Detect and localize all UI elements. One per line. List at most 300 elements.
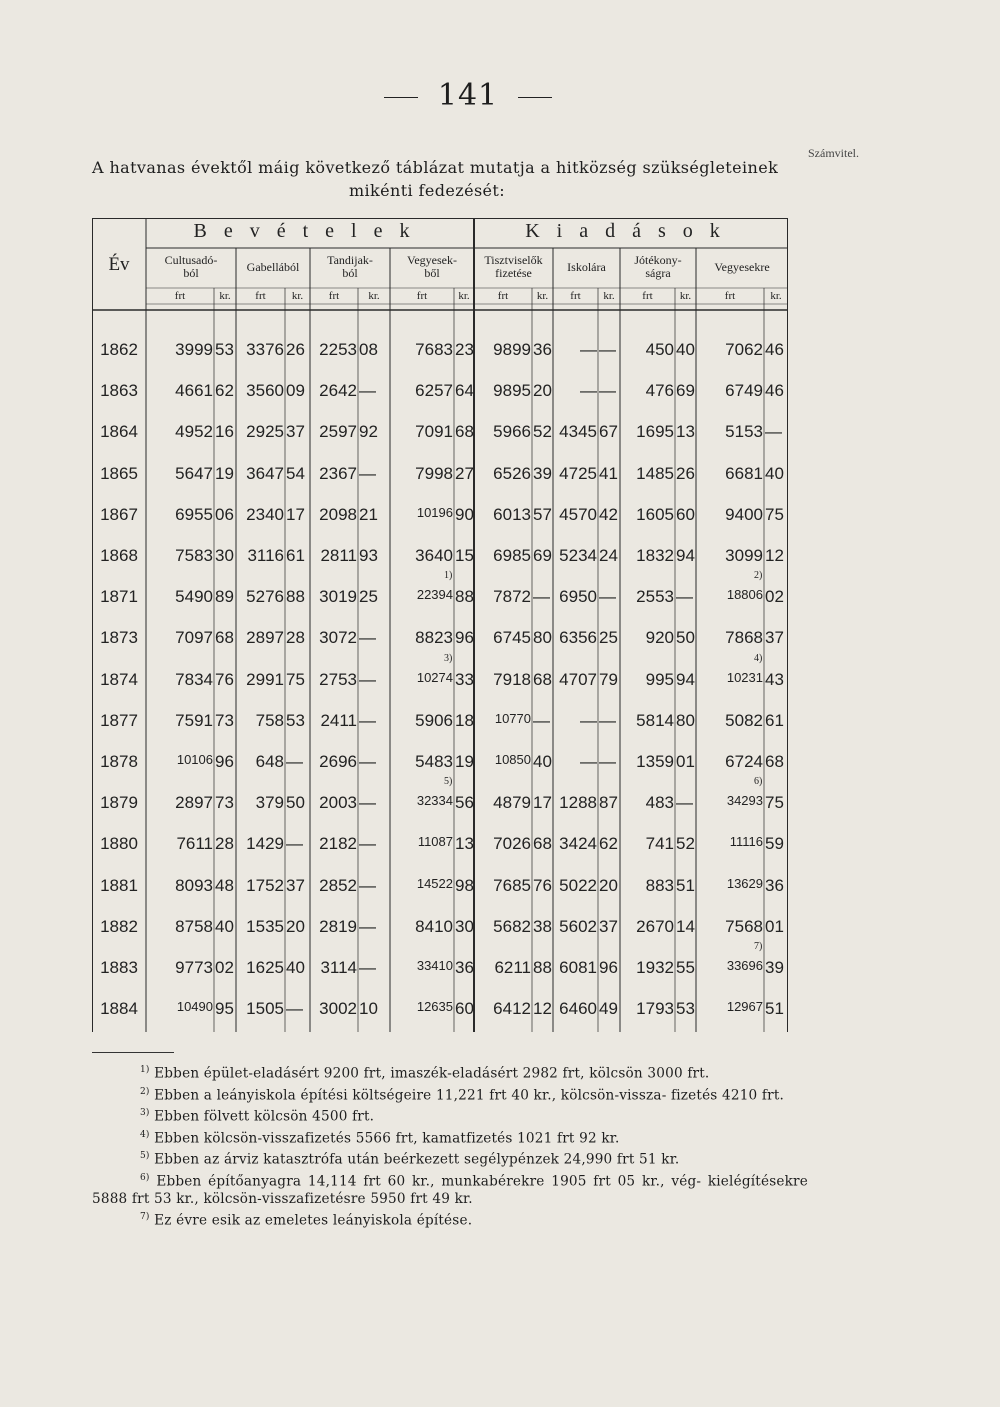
margin-note: Számvitel. bbox=[808, 146, 859, 160]
footnote bbox=[92, 1208, 808, 1230]
unit-kr-tisztv: kr. bbox=[536, 290, 549, 302]
cell-frt: 33696 bbox=[726, 958, 763, 973]
cell-kr: 25 bbox=[359, 587, 378, 607]
cell-frt: 6356 bbox=[559, 628, 597, 648]
cell-kr: 24 bbox=[599, 546, 618, 565]
footnote bbox=[92, 1169, 808, 1209]
cell-kr: 61 bbox=[286, 546, 305, 565]
cell-kr: 36 bbox=[533, 340, 552, 359]
cell-frt: 2642 bbox=[319, 381, 357, 401]
cell-kr: 88 bbox=[286, 587, 305, 607]
footnote-mark: 7) bbox=[140, 1212, 150, 1223]
cell-kr: 39 bbox=[533, 463, 552, 483]
row-year: 1873 bbox=[100, 628, 138, 648]
unit-frt-vegy_ki: frt bbox=[724, 290, 736, 302]
cell-frt: 8758 bbox=[175, 916, 213, 936]
cell-frt: 6681 bbox=[725, 463, 763, 483]
cell-frt: 10231 bbox=[726, 669, 763, 685]
cell-kr: 23 bbox=[455, 340, 474, 359]
cell-kr: 67 bbox=[599, 422, 618, 442]
footnote-text: Ebben az árviz katasztrófa után beérkezett segélypénzek 24,990 frt 51 kr. bbox=[149, 1151, 680, 1168]
cell-kr: — bbox=[599, 340, 616, 359]
cell-kr: 19 bbox=[455, 752, 474, 771]
cell-frt: 2696 bbox=[319, 752, 357, 771]
cell-frt: 7868 bbox=[725, 628, 763, 648]
cell-kr: 53 bbox=[676, 999, 695, 1019]
cell-frt: 9895 bbox=[493, 381, 531, 401]
cell-frt: 6724 bbox=[725, 752, 763, 771]
footnote-mark: 2) bbox=[140, 1086, 150, 1097]
row-year: 1867 bbox=[100, 504, 138, 524]
cell-frt: 6526 bbox=[493, 463, 531, 483]
cell-kr: 43 bbox=[765, 669, 784, 689]
cell-frt: 8093 bbox=[175, 875, 213, 895]
cell-kr: 68 bbox=[765, 752, 784, 771]
cell-kr: 08 bbox=[359, 340, 378, 359]
cell-frt: 3640 bbox=[415, 546, 453, 565]
table-footnote-mark: 4) bbox=[754, 652, 763, 664]
cell-frt: 18806 bbox=[726, 587, 763, 603]
footnote-text: Ebben épület-eladásért 9200 frt, imaszék-eladásért 2982 frt, kölcsön 3000 frt. bbox=[149, 1065, 710, 1082]
cell-frt: 1505 bbox=[246, 999, 284, 1019]
cell-frt: 8410 bbox=[415, 916, 453, 936]
cell-frt: 5082 bbox=[725, 710, 763, 730]
cell-kr: 46 bbox=[765, 340, 784, 359]
intro-line-2: mikénti fedezését: bbox=[348, 181, 506, 200]
unit-frt-gabella: frt bbox=[255, 290, 266, 302]
cell-frt: 6211 bbox=[494, 958, 531, 977]
column-header-tandij: Tandijak- ból bbox=[327, 253, 373, 280]
unit-kr-gabella: kr. bbox=[291, 290, 304, 302]
cell-kr: 95 bbox=[215, 999, 234, 1019]
cell-kr: 52 bbox=[533, 422, 552, 442]
table-footnote-mark: 2) bbox=[754, 570, 763, 582]
cell-kr: 01 bbox=[765, 916, 784, 936]
cell-frt: 2253 bbox=[319, 340, 357, 359]
cell-kr: — bbox=[599, 752, 616, 771]
unit-frt-tandij: frt bbox=[328, 290, 340, 302]
cell-frt: 5682 bbox=[493, 916, 531, 936]
cell-frt: 4952 bbox=[175, 422, 213, 442]
cell-frt: 7091 bbox=[415, 422, 453, 442]
cell-frt: 2182 bbox=[319, 834, 357, 854]
cell-kr: — bbox=[359, 463, 376, 483]
cell-frt: 32334 bbox=[416, 793, 453, 809]
cell-frt: 1625 bbox=[246, 958, 284, 977]
cell-kr: 36 bbox=[765, 875, 784, 895]
cell-kr: 33 bbox=[455, 669, 474, 689]
cell-frt: 2897 bbox=[246, 628, 284, 648]
cell-kr: 69 bbox=[676, 381, 695, 401]
cell-kr: — bbox=[533, 710, 550, 730]
cell-kr: 41 bbox=[599, 463, 618, 483]
finance-table bbox=[92, 218, 788, 1032]
cell-kr: 90 bbox=[455, 504, 474, 524]
cell-kr: 25 bbox=[599, 628, 618, 648]
row-year: 1868 bbox=[100, 546, 138, 565]
cell-frt: 12967 bbox=[726, 999, 763, 1015]
cell-kr: 54 bbox=[286, 463, 305, 483]
cell-kr: 02 bbox=[215, 958, 234, 977]
cell-kr: 89 bbox=[215, 587, 234, 607]
cell-kr: — bbox=[599, 710, 616, 730]
cell-kr: 96 bbox=[455, 628, 474, 648]
cell-kr: 76 bbox=[533, 875, 552, 895]
footnote bbox=[92, 1083, 808, 1105]
cell-kr: — bbox=[359, 834, 376, 854]
cell-frt: 5276 bbox=[246, 587, 284, 607]
cell-kr: — bbox=[359, 710, 376, 730]
cell-frt: — bbox=[580, 381, 597, 401]
cell-kr: 13 bbox=[455, 834, 474, 854]
row-year: 1865 bbox=[100, 463, 138, 483]
unit-frt-kultusz: frt bbox=[174, 290, 186, 302]
cell-frt: 920 bbox=[645, 628, 674, 648]
cell-frt: 2852 bbox=[319, 875, 357, 895]
cell-kr: — bbox=[359, 958, 376, 977]
cell-frt: 5602 bbox=[559, 916, 597, 936]
footnote-text: Ebben fölvett kölcsön 4500 frt. bbox=[149, 1108, 375, 1125]
cell-frt: 1288 bbox=[559, 793, 597, 813]
cell-kr: 36 bbox=[455, 958, 474, 977]
column-header-vegy_ki: Vegyesekre bbox=[714, 260, 770, 274]
unit-kr-iskola: kr. bbox=[603, 290, 615, 302]
cell-kr: 61 bbox=[765, 710, 784, 730]
cell-kr: 21 bbox=[359, 504, 378, 524]
cell-frt: 3072 bbox=[319, 628, 357, 648]
cell-frt: 741 bbox=[645, 834, 674, 854]
cell-kr: 12 bbox=[765, 546, 784, 565]
cell-kr: — bbox=[286, 752, 303, 771]
page-number-text: 141 bbox=[437, 78, 499, 113]
cell-frt: 3019 bbox=[319, 587, 357, 607]
cell-kr: 76 bbox=[215, 669, 234, 689]
column-header-tisztv: Tisztviselők fizetése bbox=[484, 253, 543, 280]
footnote-list bbox=[92, 1061, 808, 1230]
cell-kr: 30 bbox=[215, 546, 234, 565]
cell-frt: 3424 bbox=[559, 834, 597, 854]
cell-frt: 4879 bbox=[493, 793, 531, 813]
cell-frt: 5966 bbox=[493, 422, 531, 442]
cell-frt: 10106 bbox=[176, 752, 213, 767]
cell-frt: 476 bbox=[645, 381, 674, 401]
cell-kr: 93 bbox=[359, 546, 378, 565]
cell-frt: 7591 bbox=[175, 710, 213, 730]
footnote-text: Ebben kölcsön-visszafizetés 5566 frt, kamatfizetés 1021 frt 92 kr. bbox=[149, 1130, 620, 1147]
cell-frt: 3999 bbox=[175, 340, 213, 359]
intro-paragraph bbox=[92, 156, 792, 202]
cell-kr: 50 bbox=[676, 628, 695, 648]
page-number bbox=[0, 78, 936, 113]
cell-frt: 7683 bbox=[415, 340, 453, 359]
cell-frt: 1832 bbox=[636, 546, 674, 565]
cell-frt: 4725 bbox=[559, 463, 597, 483]
footnote-mark: 5) bbox=[140, 1151, 150, 1162]
unit-frt-iskola: frt bbox=[570, 290, 581, 302]
cell-frt: 379 bbox=[255, 793, 284, 813]
cell-kr: 37 bbox=[286, 422, 305, 442]
cell-frt: — bbox=[580, 340, 597, 359]
cell-kr: — bbox=[359, 875, 376, 895]
cell-kr: 75 bbox=[765, 793, 784, 813]
column-header-jotek: Jótékony- ságra bbox=[634, 253, 682, 280]
cell-frt: 1695 bbox=[636, 422, 674, 442]
cell-frt: 6950 bbox=[559, 587, 597, 607]
cell-kr: 98 bbox=[455, 875, 474, 895]
cell-kr: 48 bbox=[215, 875, 234, 895]
footnote-text: Ebben építőanyagra 14,114 frt 60 kr., munkabérekre 1905 frt 05 kr., vég- kielégítésekre 5888 frt 53 kr., kölcsön-visszafizetésre 5950 frt 49 kr. bbox=[92, 1173, 808, 1208]
cell-frt: 1359 bbox=[636, 752, 674, 771]
row-year: 1882 bbox=[100, 916, 138, 936]
cell-frt: 11116 bbox=[729, 834, 763, 850]
cell-kr: 26 bbox=[286, 340, 305, 359]
cell-kr: 75 bbox=[286, 669, 305, 689]
cell-frt: 450 bbox=[645, 340, 674, 359]
column-header-kultusz: Cultusadó- ból bbox=[164, 253, 218, 280]
cell-frt: 13629 bbox=[726, 875, 763, 891]
cell-kr: 40 bbox=[676, 340, 695, 359]
cell-frt: 5490 bbox=[175, 587, 213, 607]
cell-kr: 26 bbox=[676, 463, 695, 483]
cell-frt: 6013 bbox=[493, 504, 531, 524]
cell-frt: 3647 bbox=[246, 463, 284, 483]
cell-frt: 9899 bbox=[493, 340, 531, 359]
cell-frt: 12635 bbox=[416, 999, 453, 1015]
cell-frt: 3116 bbox=[247, 546, 284, 565]
cell-frt: 5483 bbox=[415, 752, 453, 771]
cell-kr: 68 bbox=[533, 669, 552, 689]
cell-kr: 68 bbox=[215, 628, 234, 648]
cell-frt: 34293 bbox=[726, 793, 763, 809]
cell-frt: 6412 bbox=[493, 999, 531, 1019]
cell-kr: 60 bbox=[676, 504, 695, 524]
cell-frt: 7583 bbox=[175, 546, 213, 565]
cell-kr: — bbox=[286, 999, 303, 1019]
cell-kr: — bbox=[359, 381, 376, 401]
column-header-gabella: Gabellából bbox=[246, 260, 300, 274]
cell-kr: 40 bbox=[533, 752, 552, 771]
cell-frt: 483 bbox=[645, 793, 674, 813]
cell-frt: 7062 bbox=[725, 340, 763, 359]
cell-kr: 75 bbox=[765, 504, 784, 524]
cell-frt: 2597 bbox=[319, 422, 357, 442]
cell-kr: 12 bbox=[533, 999, 552, 1019]
table-footnote-mark: 6) bbox=[754, 776, 763, 788]
cell-frt: 11087 bbox=[417, 834, 453, 850]
cell-frt: 7097 bbox=[175, 628, 213, 648]
cell-frt: 2819 bbox=[319, 916, 357, 936]
footnote bbox=[92, 1126, 808, 1148]
unit-frt-jotek: frt bbox=[642, 290, 653, 302]
footnote bbox=[92, 1147, 808, 1169]
cell-frt: 5814 bbox=[636, 710, 674, 730]
cell-kr: 60 bbox=[455, 999, 474, 1019]
cell-kr: 18 bbox=[455, 710, 474, 730]
cell-kr: 94 bbox=[676, 546, 695, 565]
cell-kr: 64 bbox=[455, 381, 474, 401]
intro-line-1: A hatvanas évektől máig következő táblázat mutatja a hitközség szükségleteinek bbox=[92, 158, 779, 177]
cell-kr: 19 bbox=[215, 463, 234, 483]
cell-frt: 2553 bbox=[636, 587, 674, 607]
footnote-mark: 4) bbox=[140, 1129, 150, 1140]
cell-frt: 6955 bbox=[175, 504, 213, 524]
row-year: 1883 bbox=[100, 958, 138, 977]
unit-kr-vegy_be: kr. bbox=[458, 290, 470, 302]
cell-frt: 6985 bbox=[493, 546, 531, 565]
cell-frt: 995 bbox=[645, 669, 674, 689]
cell-frt: 1793 bbox=[636, 999, 674, 1019]
unit-frt-tisztv: frt bbox=[497, 290, 509, 302]
table-footnote-mark: 7) bbox=[754, 941, 763, 952]
cell-frt: 3376 bbox=[246, 340, 284, 359]
cell-kr: 56 bbox=[455, 793, 474, 813]
cell-kr: 46 bbox=[765, 381, 784, 401]
cell-kr: 69 bbox=[533, 546, 552, 565]
footnote-rule bbox=[92, 1052, 174, 1053]
cell-frt: 7026 bbox=[493, 834, 531, 854]
cell-frt: 7998 bbox=[415, 463, 453, 483]
cell-kr: 62 bbox=[215, 381, 234, 401]
cell-frt: 5022 bbox=[559, 875, 597, 895]
cell-frt: 4661 bbox=[175, 381, 213, 401]
footnotes bbox=[92, 1052, 808, 1230]
footnote bbox=[92, 1061, 808, 1083]
cell-frt: 2367 bbox=[319, 463, 357, 483]
cell-frt: 10196 bbox=[416, 504, 453, 520]
cell-kr: 96 bbox=[215, 752, 234, 771]
cell-kr: 79 bbox=[599, 669, 618, 689]
cell-frt: 6749 bbox=[725, 381, 763, 401]
cell-frt: 10274 bbox=[416, 669, 453, 685]
cell-kr: 92 bbox=[359, 422, 378, 442]
footnote-mark: 3) bbox=[140, 1108, 150, 1119]
unit-kr-tandij: kr. bbox=[368, 290, 380, 302]
row-year: 1879 bbox=[100, 793, 138, 813]
cell-frt: 1932 bbox=[636, 958, 674, 977]
cell-kr: 40 bbox=[765, 463, 784, 483]
cell-frt: 2897 bbox=[175, 793, 213, 813]
cell-frt: 2411 bbox=[320, 710, 357, 730]
row-year: 1871 bbox=[100, 587, 138, 607]
cell-frt: 22394 bbox=[416, 587, 453, 603]
cell-frt: 7834 bbox=[175, 669, 213, 689]
cell-kr: 68 bbox=[533, 834, 552, 854]
cell-kr: 80 bbox=[676, 710, 695, 730]
cell-frt: 3002 bbox=[319, 999, 357, 1019]
cell-frt: 1485 bbox=[636, 463, 674, 483]
cell-frt: — bbox=[580, 710, 597, 730]
column-header-vegy_be: Vegyesek- ből bbox=[407, 253, 457, 280]
cell-frt: 2670 bbox=[636, 916, 674, 936]
cell-kr: — bbox=[676, 587, 693, 607]
cell-kr: 88 bbox=[533, 958, 552, 977]
cell-kr: 51 bbox=[676, 875, 695, 895]
group-title-income: Bevételek bbox=[193, 220, 427, 242]
cell-kr: 09 bbox=[286, 381, 305, 401]
cell-frt: 33410 bbox=[416, 958, 453, 973]
cell-frt: 3099 bbox=[725, 546, 763, 565]
cell-frt: 1752 bbox=[246, 875, 284, 895]
cell-kr: 87 bbox=[599, 793, 618, 813]
dash-left bbox=[384, 97, 418, 98]
cell-kr: 52 bbox=[676, 834, 695, 854]
cell-kr: 37 bbox=[765, 628, 784, 648]
row-year: 1862 bbox=[100, 340, 138, 359]
cell-frt: 6460 bbox=[559, 999, 597, 1019]
row-year: 1880 bbox=[100, 834, 138, 854]
cell-kr: 14 bbox=[676, 916, 695, 936]
cell-kr: 01 bbox=[676, 752, 695, 771]
cell-frt: 2753 bbox=[319, 669, 357, 689]
cell-kr: 59 bbox=[765, 834, 784, 854]
cell-kr: 17 bbox=[533, 793, 552, 813]
cell-frt: 758 bbox=[255, 710, 284, 730]
cell-frt: 2098 bbox=[319, 504, 357, 524]
cell-kr: 49 bbox=[599, 999, 618, 1019]
cell-kr: 57 bbox=[533, 504, 552, 524]
cell-kr: 39 bbox=[765, 958, 784, 977]
cell-kr: 37 bbox=[599, 916, 618, 936]
cell-frt: 2991 bbox=[246, 669, 284, 689]
footnote-mark: 1) bbox=[140, 1065, 150, 1075]
cell-kr: 15 bbox=[455, 546, 474, 565]
footnote-text: Ez évre esik az emeletes leányiskola építése. bbox=[149, 1212, 473, 1229]
cell-frt: 10490 bbox=[176, 999, 213, 1015]
cell-kr: 02 bbox=[765, 587, 784, 607]
cell-kr: 73 bbox=[215, 793, 234, 813]
cell-kr: 38 bbox=[533, 916, 552, 936]
cell-kr: — bbox=[676, 793, 693, 813]
cell-kr: 51 bbox=[765, 999, 784, 1019]
cell-frt: — bbox=[580, 752, 597, 771]
cell-kr: 53 bbox=[286, 710, 305, 730]
cell-frt: 2003 bbox=[319, 793, 357, 813]
cell-kr: — bbox=[359, 752, 376, 771]
cell-frt: 1605 bbox=[636, 504, 674, 524]
cell-frt: 6081 bbox=[559, 958, 597, 977]
cell-frt: 7872 bbox=[493, 587, 531, 607]
cell-frt: 7568 bbox=[725, 916, 763, 936]
cell-kr: 88 bbox=[455, 587, 474, 607]
cell-kr: 40 bbox=[215, 916, 234, 936]
cell-kr: — bbox=[359, 916, 376, 936]
table-footnote-mark: 1) bbox=[444, 570, 453, 582]
cell-kr: — bbox=[599, 587, 616, 607]
cell-frt: 2340 bbox=[246, 504, 284, 524]
table-footnote-mark: 3) bbox=[444, 652, 453, 664]
row-year: 1863 bbox=[100, 381, 138, 401]
cell-kr: — bbox=[359, 669, 376, 689]
cell-frt: 4707 bbox=[559, 669, 597, 689]
cell-frt: 3114 bbox=[320, 958, 357, 977]
footnote-mark: 6) bbox=[140, 1172, 150, 1183]
footnote bbox=[92, 1104, 808, 1126]
cell-kr: 06 bbox=[215, 504, 234, 524]
cell-kr: 62 bbox=[599, 834, 618, 854]
cell-kr: 16 bbox=[215, 422, 234, 442]
cell-frt: 14522 bbox=[416, 875, 453, 891]
cell-kr: 80 bbox=[533, 628, 552, 648]
cell-frt: 6257 bbox=[415, 381, 453, 401]
cell-frt: 4345 bbox=[559, 422, 597, 442]
cell-kr: — bbox=[533, 587, 550, 607]
cell-frt: 7611 bbox=[176, 834, 213, 854]
cell-kr: — bbox=[359, 628, 376, 648]
cell-kr: 50 bbox=[286, 793, 305, 813]
cell-frt: 1429 bbox=[246, 834, 284, 854]
column-header-iskola: Iskolára bbox=[567, 260, 606, 274]
cell-kr: 30 bbox=[455, 916, 474, 936]
